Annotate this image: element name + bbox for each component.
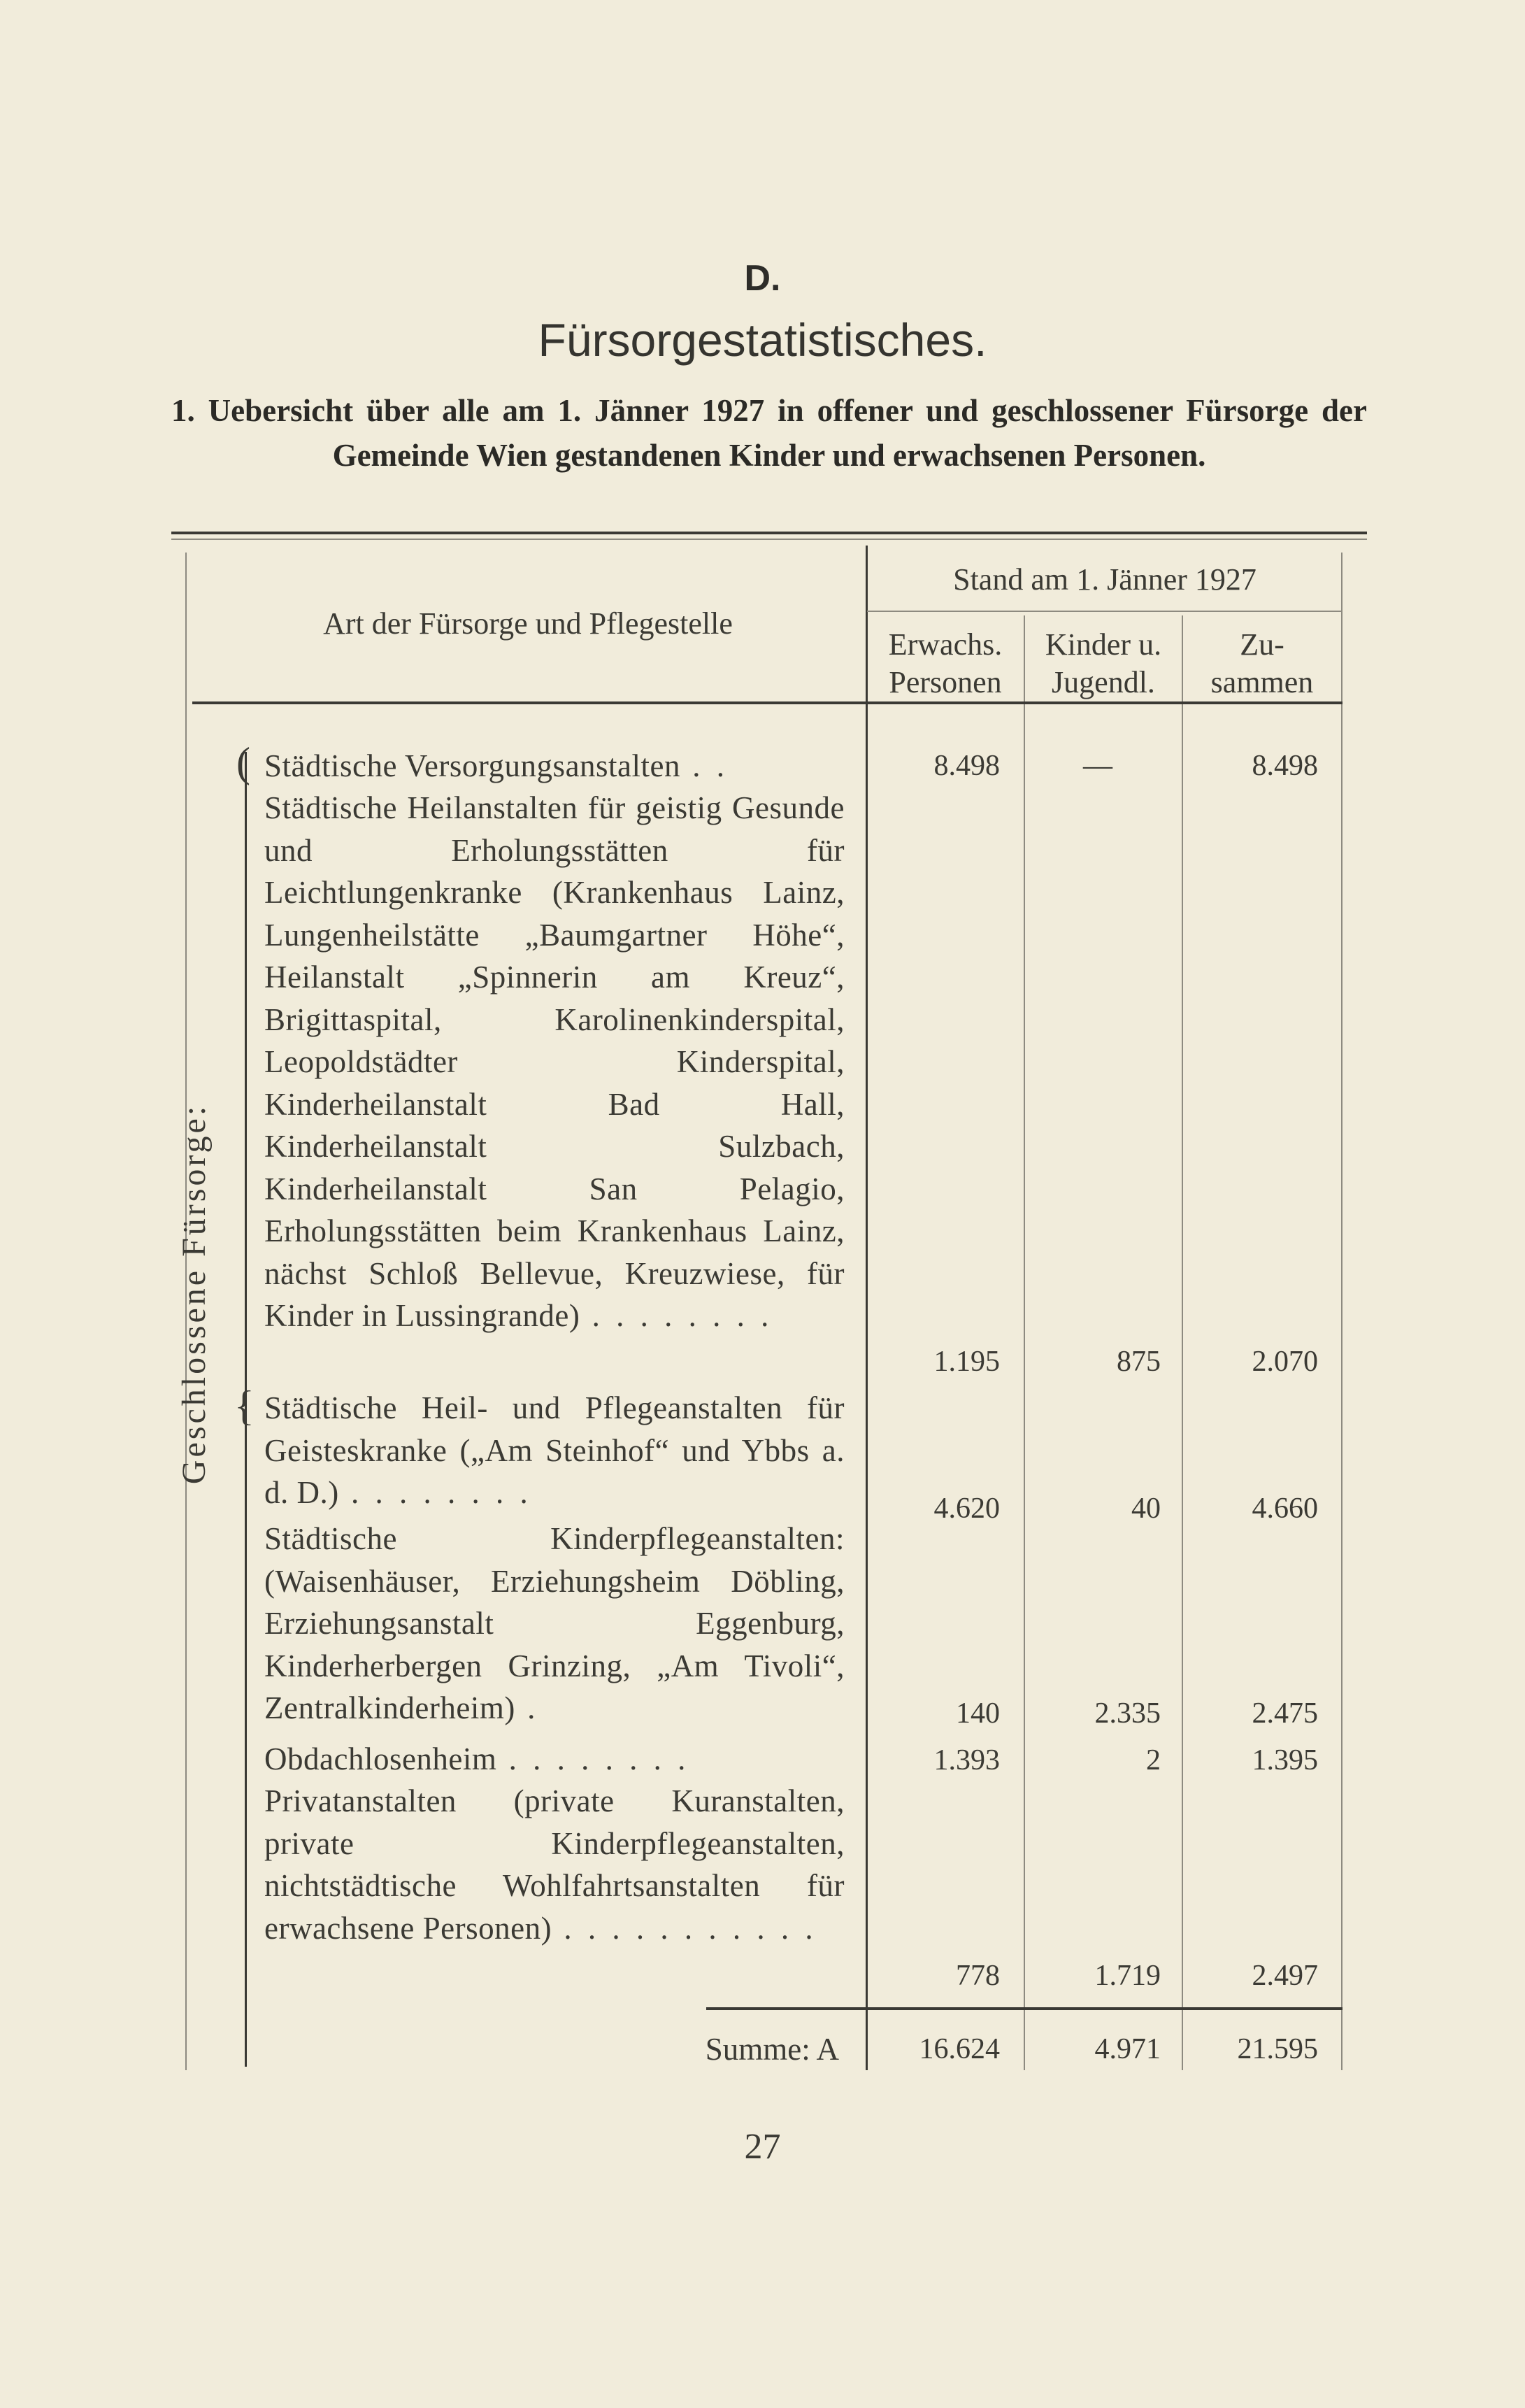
cell-zusammen: 4.660	[1252, 1492, 1318, 1525]
cell-kinder: 875	[1117, 1346, 1161, 1378]
sum-erwachsene: 16.624	[919, 2033, 1000, 2065]
group-brace-middle: {	[234, 1383, 255, 1429]
row-label: Obdachlosenheim	[264, 1741, 497, 1776]
row-label: Privatanstalten (private Kuranstalten, private Kinderpflegeanstalten, nichtstädtische Wohlfahrtsanstalten für erwachsene Personen)	[264, 1783, 845, 1946]
table-row	[264, 745, 845, 788]
header-art-der-fuersorge: Art der Fürsorge und Pflegestelle	[323, 606, 733, 641]
table-heading: 1. Uebersicht über alle am 1. Jänner 1927 in offener und geschlossener Fürsorge der Gemeinde Wien gestandenen Kinder und erwachsenen Personen.	[171, 393, 1367, 473]
col-divider-1	[1024, 615, 1025, 2070]
table-row	[264, 1780, 845, 1949]
cell-zusammen: 2.475	[1252, 1697, 1318, 1730]
row-label: Städtische Heil- und Pflegeanstalten für Geisteskranke („Am Steinhof“ und Ybbs a. d. D.)	[264, 1390, 845, 1510]
header-col-erwachsene-line1: Erwachs.	[888, 627, 1003, 662]
cell-kinder: —	[1083, 750, 1112, 782]
stand-subheader-rule	[867, 611, 1343, 612]
row-leader-dots: . . . . . . . .	[580, 1298, 773, 1333]
col-divider-2	[1182, 615, 1183, 2070]
cell-kinder: 1.719	[1094, 1960, 1161, 1992]
cell-zusammen: 2.497	[1252, 1960, 1318, 1992]
row-leader-dots: .	[515, 1690, 540, 1725]
sum-label: Summe: A	[705, 2032, 839, 2067]
cell-zusammen: 8.498	[1252, 750, 1318, 782]
header-col-erwachsene	[867, 626, 1024, 701]
group-label-geschlossene-fuersorge: Geschlossene Fürsorge:	[176, 1103, 213, 1485]
group-brace-top: (	[236, 739, 250, 785]
cell-kinder: 40	[1131, 1492, 1161, 1525]
section-letter: D.	[744, 258, 781, 299]
header-col-zusammen	[1183, 626, 1341, 701]
header-bottom-rule	[192, 701, 1343, 704]
cell-erwachsene: 1.195	[933, 1346, 1000, 1378]
cell-erwachsene: 778	[956, 1960, 1000, 1992]
header-col-kinder-line2: Jugendl.	[1052, 665, 1155, 699]
sum-kinder: 4.971	[1094, 2033, 1161, 2065]
header-col-erwachsene-line2: Personen	[889, 665, 1002, 699]
row-label: Städtische Heilanstalten für geistig Gesunde und Erholungsstätten für Leichtlungenkranke (Krankenhaus Lainz, Lungenheilstätte „Baumgartner Höhe“, Heilanstalt „Spinnerin am Kreuz“, Brigittaspital, Karolinenkinderspital, Leopoldstädter Kinderspital, Kinderheilanstalt Bad Hall, Kinderheilanstalt Sulzbach, Kinderheilanstalt San Pelagio, Erholungsstätten beim Krankenhaus Lainz, nächst Schloß Bellevue, Kreuzwiese, für Kinder in Lussingrande)	[264, 790, 845, 1333]
header-col-kinder-line1: Kinder u.	[1045, 627, 1162, 662]
table-row	[264, 787, 845, 1337]
row-leader-dots: . . . . . . . .	[338, 1475, 532, 1510]
cell-erwachsene: 4.620	[933, 1492, 1000, 1525]
row-leader-dots: . .	[680, 748, 729, 783]
table-row	[264, 1518, 845, 1730]
table-row	[264, 1738, 845, 1781]
table-top-rule	[171, 532, 1367, 534]
row-label: Städtische Versorgungsanstalten	[264, 748, 681, 783]
cell-erwachsene: 1.393	[933, 1744, 1000, 1776]
row-leader-dots: . . . . . . . . . . .	[552, 1910, 817, 1946]
header-stand: Stand am 1. Jänner 1927	[953, 562, 1256, 597]
sum-rule	[706, 2007, 1343, 2010]
page-number: 27	[744, 2127, 781, 2167]
row-leader-dots: . . . . . . . .	[496, 1741, 690, 1776]
table-top-rule-thin	[171, 539, 1367, 540]
cell-erwachsene: 8.498	[933, 750, 1000, 782]
cell-zusammen: 1.395	[1252, 1744, 1318, 1776]
header-col-zusammen-line1: Zu-	[1240, 627, 1284, 662]
header-col-zusammen-line2: sammen	[1210, 665, 1314, 699]
table-row	[264, 1387, 845, 1514]
header-col-kinder	[1025, 626, 1182, 701]
sum-zusammen: 21.595	[1237, 2033, 1318, 2065]
cell-erwachsene: 140	[956, 1697, 1000, 1730]
row-label: Städtische Kinderpflegeanstalten: (Waisenhäuser, Erziehungsheim Döbling, Erziehungsanstalt Eggenburg, Kinderherbergen Grinzing, „Am Tivoli“, Zentralkinderheim)	[264, 1521, 845, 1725]
cell-kinder: 2.335	[1094, 1697, 1161, 1730]
cell-kinder: 2	[1146, 1744, 1161, 1776]
section-title: Fürsorgestatistisches.	[538, 314, 987, 366]
cell-zusammen: 2.070	[1252, 1346, 1318, 1378]
table-right-border	[1341, 553, 1343, 2070]
